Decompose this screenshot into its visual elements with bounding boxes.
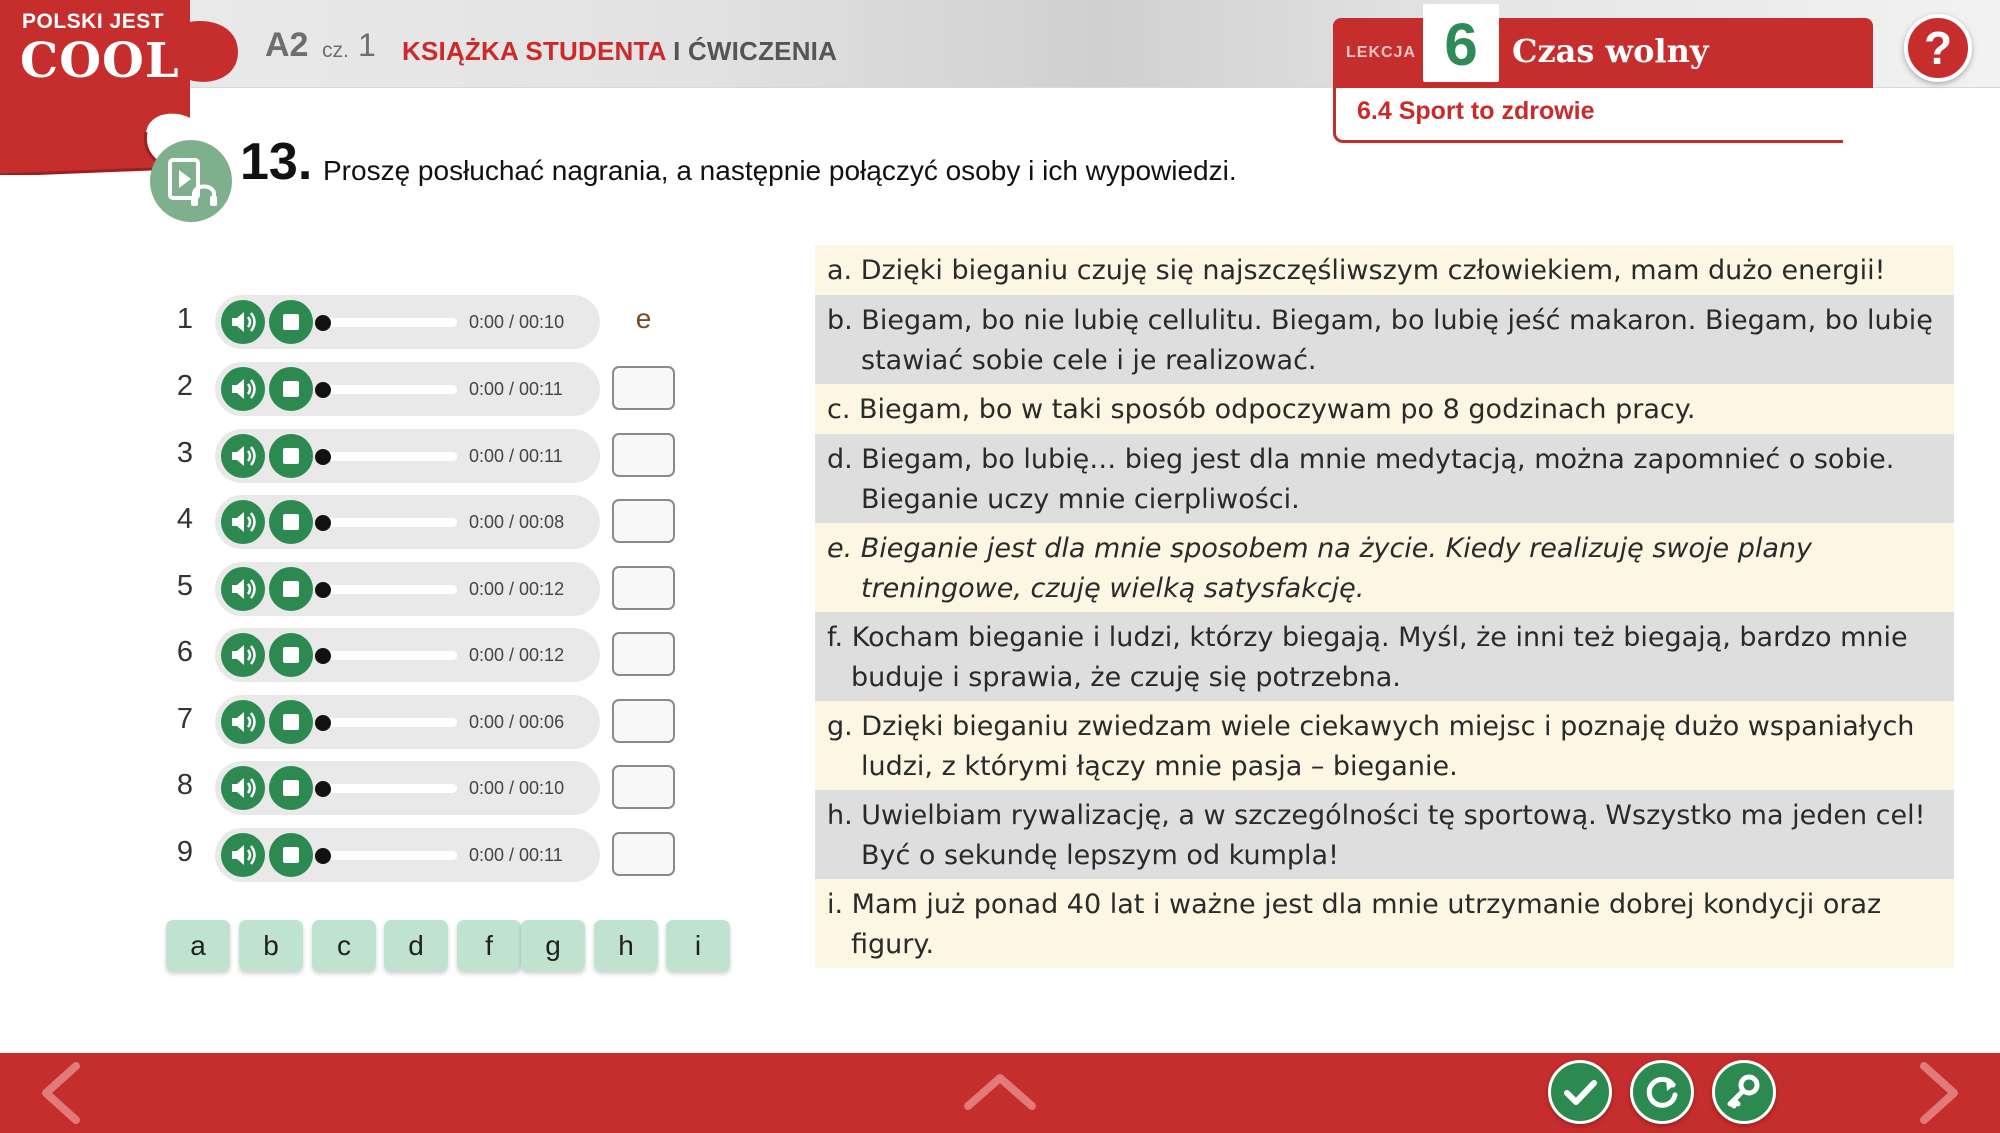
statement-item xyxy=(815,523,1954,612)
answer-box[interactable] xyxy=(612,632,675,676)
stop-icon xyxy=(283,514,299,530)
speaker-icon xyxy=(221,367,265,411)
play-button[interactable] xyxy=(221,567,265,611)
statement-item xyxy=(815,434,1954,523)
statement-line: g. Dzięki bieganiu zwiedzam wiele ciekawych miejsc i poznaję dużo wspaniałych xyxy=(827,711,1915,742)
answer-box[interactable] xyxy=(612,499,675,543)
answer-box[interactable] xyxy=(612,566,675,610)
statement-item xyxy=(815,384,1954,434)
statement-line: i. Mam już ponad 40 lat i ważne jest dla mnie utrzymanie dobrej kondycji oraz xyxy=(827,889,1882,920)
row-number: 1 xyxy=(176,303,194,335)
check-icon xyxy=(1551,1063,1609,1121)
statement-line: Być o sekundę lepszym od kumpla! xyxy=(861,840,1339,871)
statement-line: b. Biegam, bo nie lubię cellulitu. Biegam, bo lubię jeść makaron. Biegam, bo lubię xyxy=(827,305,1933,336)
play-button[interactable] xyxy=(221,833,265,877)
answer-box[interactable] xyxy=(612,832,675,876)
progress-knob[interactable] xyxy=(315,582,331,598)
audio-player xyxy=(215,429,600,483)
letter-tile[interactable]: h xyxy=(594,920,658,971)
play-button[interactable] xyxy=(221,633,265,677)
answer-box[interactable] xyxy=(612,699,675,743)
letter-tile[interactable]: g xyxy=(521,920,585,971)
stop-icon xyxy=(283,647,299,663)
audio-time: 0:00 / 00:10 xyxy=(469,312,565,332)
exercise-number: 13. xyxy=(240,133,313,191)
row-number: 3 xyxy=(176,437,194,469)
progress-knob[interactable] xyxy=(315,449,331,465)
reset-icon xyxy=(1633,1063,1691,1121)
audio-player xyxy=(215,295,600,349)
row-number: 4 xyxy=(176,503,194,535)
progress-knob[interactable] xyxy=(315,715,331,731)
speaker-icon xyxy=(221,633,265,677)
speaker-icon xyxy=(221,766,265,810)
audio-time: 0:00 / 00:08 xyxy=(469,512,565,532)
stop-button[interactable] xyxy=(269,367,313,411)
prev-page-button[interactable] xyxy=(36,1058,86,1128)
play-headphones-icon xyxy=(150,140,232,222)
answer-value[interactable]: e xyxy=(635,303,652,334)
speaker-icon xyxy=(221,300,265,344)
menu-up-button[interactable] xyxy=(960,1068,1040,1114)
audio-player xyxy=(215,362,600,416)
statement-line: e. Bieganie jest dla mnie sposobem na życie. Kiedy realizuję swoje plany xyxy=(827,533,1812,564)
statement-line: treningowe, czuję wielką satysfakcję. xyxy=(861,573,1365,604)
book-title xyxy=(402,36,837,67)
audio-player xyxy=(215,828,600,882)
help-button[interactable]: ? xyxy=(1904,14,1972,82)
book-title-student: KSIĄŻKA STUDENTA xyxy=(402,36,666,66)
letter-tile[interactable]: f xyxy=(457,920,521,971)
audio-time: 0:00 / 00:06 xyxy=(469,712,565,732)
letter-tile[interactable]: b xyxy=(239,920,303,971)
statement-line: f. Kocham bieganie i ludzi, którzy biegają. Myśl, że inni też biegają, bardzo mnie xyxy=(827,622,1908,653)
progress-knob[interactable] xyxy=(315,848,331,864)
audio-player xyxy=(215,695,600,749)
book-part-number: 1 xyxy=(358,27,376,63)
letter-tile[interactable]: a xyxy=(166,920,230,971)
letter-tile[interactable]: i xyxy=(666,920,730,971)
progress-track[interactable] xyxy=(321,452,457,461)
lesson-label: LEKCJA xyxy=(1346,44,1417,61)
answer-box[interactable] xyxy=(612,366,675,410)
statement-line: Bieganie uczy mnie cierpliwości. xyxy=(861,484,1300,515)
lesson-number: 6 xyxy=(1444,11,1478,78)
statement-line: buduje i sprawia, że czuję się potrzebna. xyxy=(851,662,1401,693)
speaker-icon xyxy=(221,833,265,877)
book-level: A2 xyxy=(265,26,309,64)
statement-item xyxy=(815,701,1954,790)
audio-player xyxy=(215,628,600,682)
row-number: 6 xyxy=(176,636,194,668)
answer-box[interactable] xyxy=(612,433,675,477)
statement-line: a. Dzięki bieganiu czuję się najszczęśliwszym człowiekiem, mam dużo energii! xyxy=(827,255,1886,286)
book-title-exercises: ĆWICZENIA xyxy=(687,36,838,66)
progress-track[interactable] xyxy=(321,651,457,660)
audio-player xyxy=(215,495,600,549)
answer-box[interactable] xyxy=(612,765,675,809)
audio-time: 0:00 / 00:11 xyxy=(469,379,563,399)
subtopic-title: 6.4 Sport to zdrowie xyxy=(1357,97,1595,125)
speaker-icon xyxy=(221,434,265,478)
play-button[interactable] xyxy=(221,367,265,411)
letter-tile[interactable]: d xyxy=(384,920,448,971)
audio-time: 0:00 / 00:11 xyxy=(469,845,563,865)
row-number: 5 xyxy=(176,570,194,602)
progress-knob[interactable] xyxy=(315,315,331,331)
reset-button[interactable] xyxy=(1630,1060,1694,1124)
progress-track[interactable] xyxy=(321,518,457,527)
stop-icon xyxy=(283,847,299,863)
speaker-icon xyxy=(221,700,265,744)
audio-player xyxy=(215,562,600,616)
statement-item xyxy=(815,245,1954,295)
stop-button[interactable] xyxy=(269,434,313,478)
exercise-instruction: Proszę posłuchać nagrania, a następnie połączyć osoby i ich wypowiedzi. xyxy=(323,155,1237,186)
stop-button[interactable] xyxy=(269,766,313,810)
play-button[interactable] xyxy=(221,766,265,810)
progress-track[interactable] xyxy=(321,718,457,727)
audio-player xyxy=(215,761,600,815)
audio-time: 0:00 / 00:12 xyxy=(469,579,565,599)
audio-time: 0:00 / 00:10 xyxy=(469,778,565,798)
arrow-right-icon xyxy=(1914,1058,1964,1128)
statement-line: ludzi, z którymi łączy mnie pasja – bieganie. xyxy=(861,751,1458,782)
row-number: 9 xyxy=(176,836,194,868)
stop-icon xyxy=(283,448,299,464)
statement-line: stawiać sobie cele i je realizować. xyxy=(861,345,1317,376)
statement-item xyxy=(815,612,1954,701)
progress-track[interactable] xyxy=(321,585,457,594)
stop-button[interactable] xyxy=(269,633,313,677)
progress-track[interactable] xyxy=(321,851,457,860)
stop-button[interactable] xyxy=(269,833,313,877)
logo-text-main: COOL xyxy=(20,33,180,89)
audio-exercise-icon[interactable] xyxy=(150,140,232,222)
statement-line: d. Biegam, bo lubię… bieg jest dla mnie medytacją, można zapomnieć o sobie. xyxy=(827,444,1895,475)
progress-knob[interactable] xyxy=(315,781,331,797)
arrow-up-icon xyxy=(960,1068,1040,1114)
stop-icon xyxy=(283,381,299,397)
stop-icon xyxy=(283,780,299,796)
statement-line: h. Uwielbiam rywalizację, a w szczególności tę sportową. Wszystko ma jeden cel! xyxy=(827,800,1926,831)
statement-item xyxy=(815,879,1954,968)
letter-tile[interactable]: c xyxy=(312,920,376,971)
row-number: 7 xyxy=(176,703,194,735)
statement-item xyxy=(815,790,1954,879)
row-number: 8 xyxy=(176,769,194,801)
check-button[interactable] xyxy=(1548,1060,1612,1124)
progress-knob[interactable] xyxy=(315,515,331,531)
next-page-button[interactable] xyxy=(1914,1058,1964,1128)
stop-button[interactable] xyxy=(269,500,313,544)
key-icon xyxy=(1715,1063,1773,1121)
stop-button[interactable] xyxy=(269,300,313,344)
play-button[interactable] xyxy=(221,700,265,744)
progress-track[interactable] xyxy=(321,385,457,394)
stop-icon xyxy=(283,314,299,330)
speaker-icon xyxy=(221,567,265,611)
progress-knob[interactable] xyxy=(315,382,331,398)
show-answers-button[interactable] xyxy=(1712,1060,1776,1124)
speaker-icon xyxy=(221,500,265,544)
row-number: 2 xyxy=(176,370,194,402)
stop-icon xyxy=(283,581,299,597)
play-button[interactable] xyxy=(221,434,265,478)
play-button[interactable] xyxy=(221,500,265,544)
stop-button[interactable] xyxy=(269,700,313,744)
statement-line: c. Biegam, bo w taki sposób odpoczywam po 8 godzinach pracy. xyxy=(827,394,1696,425)
book-title-join: I xyxy=(665,36,688,66)
audio-time: 0:00 / 00:11 xyxy=(469,446,563,466)
statement-item xyxy=(815,295,1954,384)
arrow-left-icon xyxy=(36,1058,86,1128)
stop-icon xyxy=(283,714,299,730)
book-part-label: cz. xyxy=(322,39,349,62)
audio-time: 0:00 / 00:12 xyxy=(469,645,565,665)
lesson-name: Czas wolny xyxy=(1512,32,1709,70)
progress-knob[interactable] xyxy=(315,648,331,664)
stop-button[interactable] xyxy=(269,567,313,611)
progress-track[interactable] xyxy=(321,318,457,327)
progress-track[interactable] xyxy=(321,784,457,793)
play-button[interactable] xyxy=(221,300,265,344)
logo-text-top: POLSKI JEST xyxy=(22,10,165,33)
statement-line: figury. xyxy=(851,929,935,960)
